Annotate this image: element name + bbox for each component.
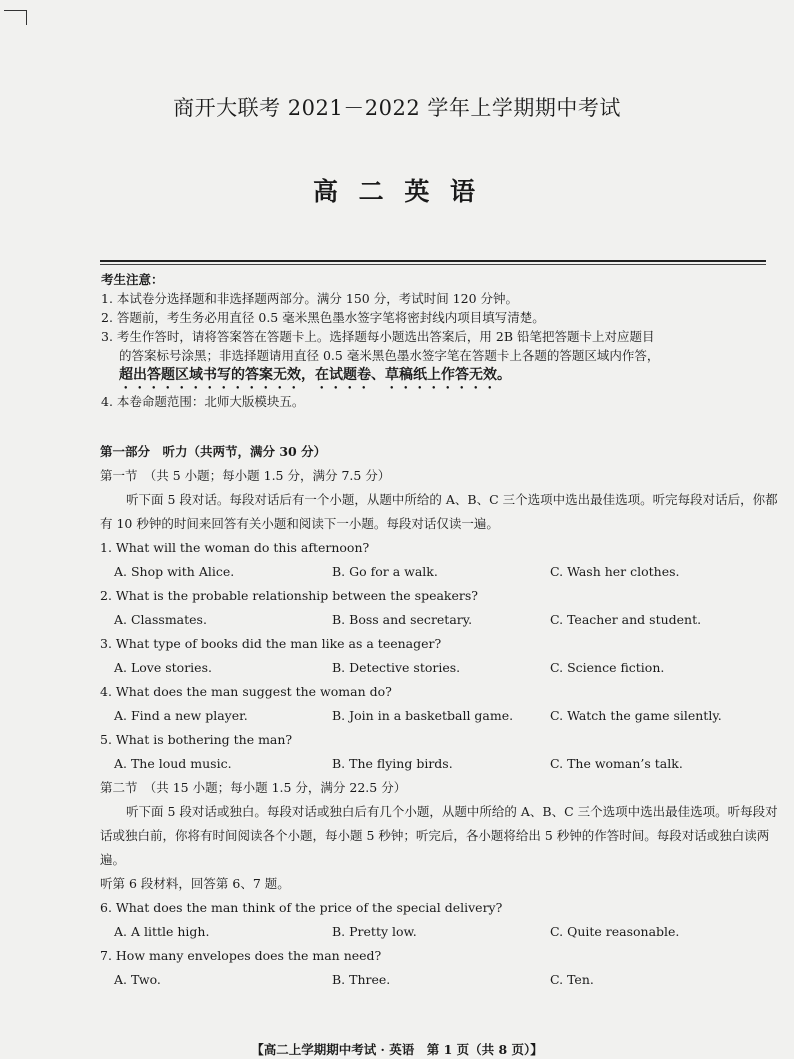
question-3-options xyxy=(100,656,780,680)
divider-thick xyxy=(100,260,766,262)
option-b[interactable]: B. Pretty low. xyxy=(332,924,417,939)
question-5: 5. What is bothering the man? xyxy=(100,732,293,747)
notice-item-3-emphasis: 超出答题区域书写的答案无效，在试题卷、草稿纸上作答无效。 xyxy=(119,367,511,383)
option-c[interactable]: C. Quite reasonable. xyxy=(550,924,680,939)
notice-item-4: 4. 本卷命题范围：北师大版模块五。 xyxy=(101,394,305,409)
option-a[interactable]: A. Classmates. xyxy=(114,612,207,627)
question-2-options xyxy=(100,608,780,632)
subject-title: 高 二 英 语 xyxy=(312,177,482,206)
question-4: 4. What does the man suggest the woman do? xyxy=(100,684,392,699)
section1-heading: 第一节 （共 5 小题；每小题 1.5 分，满分 7.5 分） xyxy=(100,468,391,483)
option-a[interactable]: A. Love stories. xyxy=(114,660,212,675)
notice-heading: 考生注意： xyxy=(101,272,164,287)
question-6-options xyxy=(100,920,780,944)
option-c[interactable]: C. Science fiction. xyxy=(550,660,665,675)
section1-instruction: 听下面 5 段对话。每段对话后有一个小题，从题中所给的 A、B、C 三个选项中选出最佳选项。听完每段对话后，你都有 10 秒钟的时间来回答有关小题和阅读下一小题。每段对话仅读一遍。 xyxy=(100,492,778,531)
question-5-options xyxy=(100,752,780,776)
option-b[interactable]: B. Boss and secretary. xyxy=(332,612,473,627)
option-c[interactable]: C. Teacher and student. xyxy=(550,612,702,627)
option-b[interactable]: B. The flying birds. xyxy=(332,756,453,771)
page-footer: 【高二上学期期中考试 · 英语 第 1 页（共 8 页）】 xyxy=(251,1042,543,1057)
option-c[interactable]: C. Watch the game silently. xyxy=(550,708,722,723)
divider-thin xyxy=(100,264,766,265)
question-1-options xyxy=(100,560,780,584)
option-c[interactable]: C. The woman’s talk. xyxy=(550,756,683,771)
exam-title: 商开大联考 2021－2022 学年上学期期中考试 xyxy=(173,96,621,120)
notice-item-3-text: 3. 考生作答时，请将答案答在答题卡上。选择题每小题选出答案后，用 2B 铅笔把答题卡上对应题目的答案标号涂黑；非选择题请用直径 0.5 毫米黑色墨水签字笔在答题卡上各题的答题区域内作答， xyxy=(101,329,660,363)
question-4-options xyxy=(100,704,780,728)
question-6: 6. What does the man think of the price of the special delivery? xyxy=(100,900,503,915)
section2-instruction: 听下面 5 段对话或独白。每段对话或独白后有几个小题，从题中所给的 A、B、C 三个选项中选出最佳选项。听每段对话或独白前，你将有时间阅读各个小题，每小题 5 秒钟；听完后，各小题将给出 5 秒钟的作答时间。每段对话或独白读两遍。 xyxy=(100,804,778,867)
option-b[interactable]: B. Three. xyxy=(332,972,391,987)
question-2: 2. What is the probable relationship between the speakers? xyxy=(100,588,478,603)
question-7-options xyxy=(100,968,780,992)
notice-item-1: 1. 本试卷分选择题和非选择题两部分。满分 150 分，考试时间 120 分钟。 xyxy=(101,291,519,306)
option-a[interactable]: A. Two. xyxy=(114,972,161,987)
option-c[interactable]: C. Ten. xyxy=(550,972,594,987)
option-b[interactable]: B. Detective stories. xyxy=(332,660,461,675)
part1-heading: 第一部分 听力（共两节，满分 30 分） xyxy=(100,444,327,459)
notice-block xyxy=(101,270,661,411)
option-a[interactable]: A. The loud music. xyxy=(114,756,232,771)
option-a[interactable]: A. A little high. xyxy=(114,924,210,939)
notice-item-2: 2. 答题前，考生务必用直径 0.5 毫米黑色墨水签字笔将密封线内项目填写清楚。 xyxy=(101,310,545,325)
corner-crop-mark xyxy=(4,10,27,25)
option-c[interactable]: C. Wash her clothes. xyxy=(550,564,680,579)
option-b[interactable]: B. Go for a walk. xyxy=(332,564,438,579)
question-7: 7. How many envelopes does the man need? xyxy=(100,948,382,963)
question-3: 3. What type of books did the man like as a teenager? xyxy=(100,636,442,651)
section2-heading: 第二节 （共 15 小题；每小题 1.5 分，满分 22.5 分） xyxy=(100,780,407,795)
option-a[interactable]: A. Shop with Alice. xyxy=(114,564,235,579)
material-6-note: 听第 6 段材料，回答第 6、7 题。 xyxy=(100,876,290,891)
question-1: 1. What will the woman do this afternoon? xyxy=(100,540,370,555)
option-a[interactable]: A. Find a new player. xyxy=(114,708,248,723)
listening-part xyxy=(100,440,780,992)
notice-item-3 xyxy=(101,327,661,392)
option-b[interactable]: B. Join in a basketball game. xyxy=(332,708,514,723)
